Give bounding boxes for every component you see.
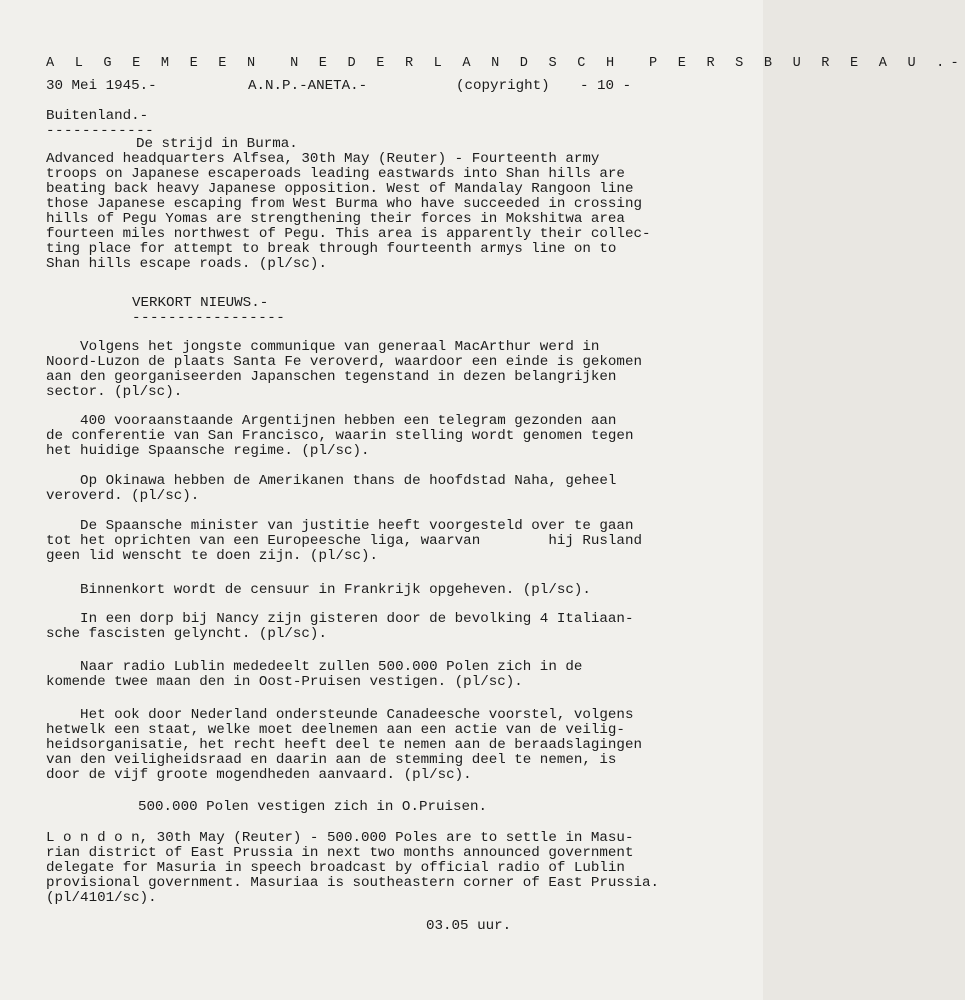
news-line: de conferentie van San Francisco, waarin stelling wordt genomen tegen xyxy=(46,428,634,444)
short-news-underline: ----------------- xyxy=(132,310,286,326)
agency-header: A L G E M E E N N E D E R L A N D S C H P E R S B U R E A U .- xyxy=(46,56,965,71)
news-line: hetwelk een staat, welke moet deelnemen aan een actie van de veilig- xyxy=(46,722,625,738)
document-date: 30 Mei 1945.- xyxy=(46,78,157,94)
news-item-france xyxy=(46,583,726,598)
section-underline: ------------ xyxy=(46,123,155,139)
story-line: provisional government. Masuriaa is southeastern corner of East Prussia. xyxy=(46,875,659,891)
news-item-canada xyxy=(46,708,726,783)
source-line: A.N.P.-ANETA.- xyxy=(248,78,368,94)
poland-story xyxy=(46,831,726,906)
news-line: De Spaansche minister van justitie heeft voorgesteld over te gaan xyxy=(46,518,634,534)
news-line: komende twee maan den in Oost-Pruisen vestigen. (pl/sc). xyxy=(46,674,523,690)
news-line: tot het oprichten van een Europeesche liga, waarvan hij Rusland xyxy=(46,533,642,549)
story-line: those Japanese escaping from West Burma who have succeeded in crossing xyxy=(46,196,642,212)
news-line: Volgens het jongste communique van generaal MacArthur werd in xyxy=(46,339,600,355)
news-line: Naar radio Lublin mededeelt zullen 500.000 Polen zich in de xyxy=(46,659,583,675)
page-number: - 10 - xyxy=(580,78,632,94)
news-item-nancy xyxy=(46,612,726,642)
news-item-okinawa xyxy=(46,474,726,504)
story-line: troops on Japanese escaperoads leading eastwards into Shan hills are xyxy=(46,166,625,182)
burma-story xyxy=(46,152,726,272)
news-line: Op Okinawa hebben de Amerikanen thans de hoofdstad Naha, geheel xyxy=(46,473,617,489)
story-line: Shan hills escape roads. (pl/sc). xyxy=(46,256,327,272)
news-line: sector. (pl/sc). xyxy=(46,384,183,400)
news-line: veroverd. (pl/sc). xyxy=(46,488,200,504)
news-line: van den veiligheidsraad en daarin aan de stemming deel te nemen, is xyxy=(46,752,617,768)
story-line: rian district of East Prussia in next two months announced government xyxy=(46,845,634,861)
news-line: Noord-Luzon de plaats Santa Fe veroverd, waardoor een einde is gekomen xyxy=(46,354,642,370)
news-line: heidsorganisatie, het recht heeft deel te nemen aan de beraadslagingen xyxy=(46,737,642,753)
short-news-heading: VERKORT NIEUWS.- xyxy=(132,295,269,311)
poland-heading: 500.000 Polen vestigen zich in O.Pruisen. xyxy=(138,799,488,815)
news-item-lublin xyxy=(46,660,726,690)
news-line: sche fascisten gelyncht. (pl/sc). xyxy=(46,626,327,642)
section-title: Buitenland.- xyxy=(46,108,149,124)
news-item-spain xyxy=(46,519,726,564)
news-line: In een dorp bij Nancy zijn gisteren door de bevolking 4 Italiaan- xyxy=(46,611,634,627)
story-line: delegate for Masuria in speech broadcast by official radio of Lublin xyxy=(46,860,625,876)
story-line: (pl/4101/sc). xyxy=(46,890,157,906)
news-line: 400 vooraanstaande Argentijnen hebben een telegram gezonden aan xyxy=(46,413,617,429)
story-line: L o n d o n, 30th May (Reuter) - 500.000 Poles are to settle in Masu- xyxy=(46,830,634,846)
story-line: hills of Pegu Yomas are strengthening their forces in Mokshitwa area xyxy=(46,211,625,227)
story-line: Advanced headquarters Alfsea, 30th May (Reuter) - Fourteenth army xyxy=(46,151,600,167)
story-line: fourteen miles northwest of Pegu. This area is apparently their collec- xyxy=(46,226,651,242)
news-line: aan den georganiseerden Japanschen tegenstand in dezen belangrijken xyxy=(46,369,617,385)
news-line: Het ook door Nederland ondersteunde Canadeesche voorstel, volgens xyxy=(46,707,634,723)
copyright-label: (copyright) xyxy=(456,78,550,94)
burma-heading: De strijd in Burma. xyxy=(136,136,298,152)
news-item-macarthur xyxy=(46,340,726,400)
news-line: door de vijf groote mogendheden aanvaard. (pl/sc). xyxy=(46,767,472,783)
transmission-time: 03.05 uur. xyxy=(426,918,512,934)
news-line: geen lid wenscht te doen zijn. (pl/sc). xyxy=(46,548,379,564)
news-line: het huidige Spaansche regime. (pl/sc). xyxy=(46,443,370,459)
story-line: beating back heavy Japanese opposition. West of Mandalay Rangoon line xyxy=(46,181,634,197)
story-line: ting place for attempt to break through fourteenth armys line on to xyxy=(46,241,617,257)
news-item-argentina xyxy=(46,414,726,459)
news-line: Binnenkort wordt de censuur in Frankrijk opgeheven. (pl/sc). xyxy=(46,582,591,598)
